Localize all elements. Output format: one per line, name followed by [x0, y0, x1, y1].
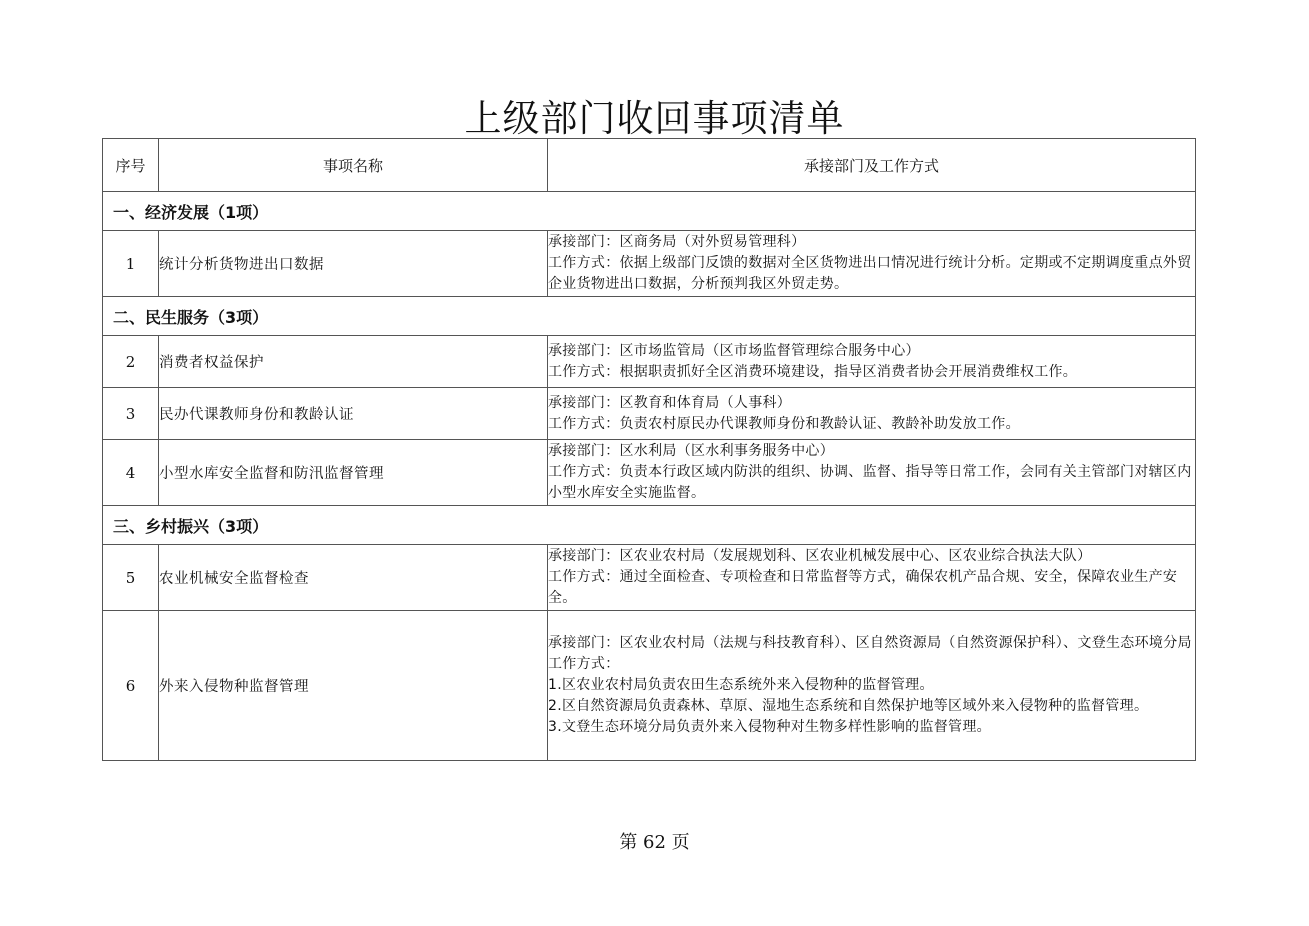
row-line: 1.区农业农村局负责农田生态系统外来入侵物种的监督管理。: [548, 677, 934, 693]
row-dept: [548, 611, 1196, 761]
table-row: [103, 545, 1196, 611]
row-num: 4: [103, 440, 159, 506]
row-line: 工作方式：负责本行政区域内防洪的组织、协调、监督、指导等日常工作，会同有关主管部门对辖区内小型水库安全实施监督。: [548, 464, 1192, 501]
row-dept: [548, 336, 1196, 388]
row-num: 3: [103, 388, 159, 440]
row-num: 6: [103, 611, 159, 761]
row-line: 工作方式：: [548, 656, 620, 672]
row-line: 承接部门：区市场监管局（区市场监督管理综合服务中心）: [548, 342, 920, 359]
page-number: 第 62 页: [619, 832, 690, 853]
page-title: 上级部门收回事项清单: [464, 97, 845, 140]
row-line: 承接部门：区农业农村局（发展规划科、区农业机械发展中心、区农业综合执法大队）: [548, 548, 1092, 564]
row-line: 工作方式：根据职责抓好全区消费环境建设，指导区消费者协会开展消费维权工作。: [548, 363, 1078, 380]
items-table: [102, 138, 1196, 761]
section-row: [103, 192, 1196, 231]
section-row: [103, 506, 1196, 545]
section-title: 二、民生服务（3项）: [103, 297, 1196, 336]
row-line: 工作方式：通过全面检查、专项检查和日常监督等方式，确保农机产品合规、安全，保障农业生产安全。: [548, 569, 1178, 606]
table-row: [103, 231, 1196, 297]
row-line: 工作方式：依据上级部门反馈的数据对全区货物进出口情况进行统计分析。定期或不定期调度重点外贸企业货物进出口数据，分析预判我区外贸走势。: [548, 255, 1192, 292]
row-line: 2.区自然资源局负责森林、草原、湿地生态系统和自然保护地等区域外来入侵物种的监督管理。: [548, 698, 1149, 714]
row-line: 承接部门：区商务局（对外贸易管理科）: [548, 234, 806, 250]
table-header-row: [103, 139, 1196, 192]
table-row: [103, 440, 1196, 506]
section-title: 一、经济发展（1项）: [103, 192, 1196, 231]
row-dept: [548, 388, 1196, 440]
row-line: 3.文登生态环境分局负责外来入侵物种对生物多样性影响的监督管理。: [548, 719, 991, 735]
header-dept: 承接部门及工作方式: [548, 139, 1196, 192]
row-name: 农业机械安全监督检查: [159, 545, 548, 611]
section-row: [103, 297, 1196, 336]
row-name: 小型水库安全监督和防汛监督管理: [159, 440, 548, 506]
header-name: 事项名称: [159, 139, 548, 192]
table-row: [103, 611, 1196, 761]
row-name: 外来入侵物种监督管理: [159, 611, 548, 761]
row-dept: [548, 545, 1196, 611]
header-num: 序号: [103, 139, 159, 192]
row-line: 承接部门：区教育和体育局（人事科）: [548, 394, 792, 411]
row-name: 民办代课教师身份和教龄认证: [159, 388, 548, 440]
row-num: 1: [103, 231, 159, 297]
table-row: [103, 388, 1196, 440]
row-dept: [548, 440, 1196, 506]
row-num: 2: [103, 336, 159, 388]
table-row: [103, 336, 1196, 388]
row-name: 统计分析货物进出口数据: [159, 231, 548, 297]
section-title: 三、乡村振兴（3项）: [103, 506, 1196, 545]
row-num: 5: [103, 545, 159, 611]
row-name: 消费者权益保护: [159, 336, 548, 388]
row-line: 工作方式：负责农村原民办代课教师身份和教龄认证、教龄补助发放工作。: [548, 415, 1020, 432]
row-dept: [548, 231, 1196, 297]
row-line: 承接部门：区水利局（区水利事务服务中心）: [548, 443, 834, 459]
row-line: 承接部门：区农业农村局（法规与科技教育科）、区自然资源局（自然资源保护科）、文登生态环境分局: [548, 635, 1192, 651]
